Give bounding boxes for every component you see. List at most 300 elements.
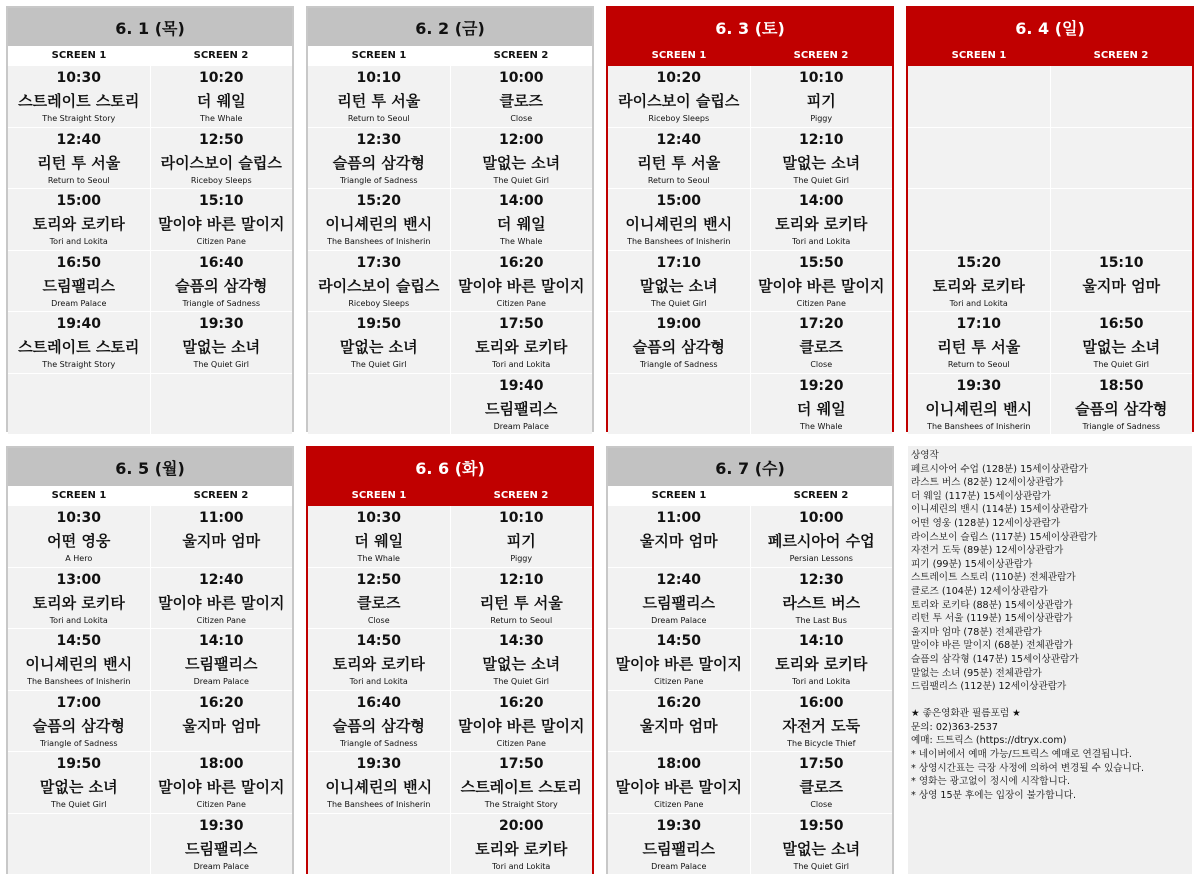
- movie-title-english: Dream Palace: [51, 298, 107, 308]
- showtime-slot: [908, 251, 1050, 313]
- info-line: ★ 좋은영화관 필름포럼 ★: [911, 708, 1021, 720]
- day-panel: [6, 446, 294, 874]
- showtime-slot: [451, 691, 593, 753]
- movie-title-english: [1051, 296, 1193, 298]
- info-line: 토리와 로키타 (88분) 15세이상관람가: [911, 599, 1073, 611]
- movie-title-english: The Quiet Girl: [50, 800, 107, 809]
- showtime-slot: [751, 374, 893, 436]
- movie-title-korean: 스트레이트 스토리: [18, 92, 140, 110]
- movie-title-korean: 클로즈: [799, 338, 843, 356]
- movie-title-korean: 라이스보이 슬립스: [618, 92, 740, 110]
- movie-title-korean: 드림팰리스: [42, 276, 115, 295]
- showtime-time: 12:10: [498, 571, 544, 588]
- showtime-slot: [451, 752, 593, 814]
- screen-header: [608, 46, 892, 66]
- screen-column: [308, 66, 451, 435]
- screen-column: [1051, 66, 1193, 435]
- movie-title-korean: 말이야 바른 말이지: [758, 276, 885, 295]
- movie-title-korean: 더 웨일: [496, 215, 546, 233]
- movie-title-english: Tori and Lokita: [949, 298, 1008, 308]
- showtime-slot: [751, 312, 893, 374]
- showtime-slot: [151, 128, 293, 190]
- movie-title-english: Close: [810, 800, 833, 809]
- showtime-slot: [151, 752, 293, 814]
- showtime-slot: [451, 128, 593, 190]
- day-panel: [6, 6, 294, 432]
- movie-title-korean: 슬픔의 삼각형: [632, 338, 725, 356]
- movie-title-korean: 울지마 엄마: [182, 532, 261, 550]
- movie-title-korean: 이니셰린의 밴시: [925, 399, 1033, 418]
- showtime-time: 14:50: [56, 633, 102, 649]
- showtime-slot: [451, 506, 593, 568]
- showtime-time: 15:20: [356, 193, 402, 209]
- movie-title-korean: 리턴 투 서울: [937, 338, 1021, 356]
- movie-title-english: The Last Bus: [795, 615, 847, 625]
- showtime-time: 15:10: [1098, 254, 1144, 271]
- showtime-slot: [608, 506, 750, 568]
- showtime-slot: [1051, 189, 1193, 251]
- movie-title-korean: 리턴 투 서울: [479, 593, 563, 612]
- showtime-time: 17:00: [56, 694, 102, 711]
- showtime-time: 17:10: [956, 316, 1002, 332]
- movie-title-korean: 페르시아어 수업: [767, 532, 875, 550]
- movie-title-english: Tori and Lokita: [492, 360, 551, 369]
- movie-title-english: The Quiet Girl: [493, 175, 550, 185]
- movie-title-korean: 라스트 버스: [782, 593, 861, 612]
- day-panel: [606, 446, 894, 874]
- showtime-time: 15:00: [56, 193, 102, 209]
- movie-title-english: [608, 381, 750, 383]
- movie-title-korean: 말이야 바른 말이지: [158, 215, 285, 233]
- showtime-time: 12:40: [198, 571, 244, 588]
- movie-title-english: The Bicycle Thief: [787, 738, 856, 748]
- movie-title-korean: 리턴 투 서울: [637, 153, 721, 172]
- showtime-time: 16:50: [56, 254, 102, 271]
- movie-title-korean: 어떤 영웅: [47, 532, 111, 550]
- showtime-slot: [308, 568, 450, 630]
- info-line: 라스트 버스 (82분) 12세이상관람가: [911, 477, 1064, 489]
- day-panel: [906, 6, 1194, 432]
- screen-label: SCREEN 1: [951, 50, 1007, 61]
- showtime-time: 10:20: [198, 70, 244, 86]
- showtime-time: 10:10: [356, 70, 402, 86]
- movie-title-korean: 드림팰리스: [642, 593, 715, 612]
- screen-column: [151, 506, 293, 875]
- day-title: 6. 7 (수): [608, 448, 892, 486]
- movie-title-english: The Quiet Girl: [493, 677, 550, 686]
- movie-title-english: The Quiet Girl: [350, 360, 407, 369]
- showtime-time: 19:40: [56, 316, 102, 332]
- movie-title-english: Triangle of Sadness: [182, 298, 261, 308]
- showtime-time: 19:30: [198, 316, 244, 332]
- showtime-slot: [1051, 251, 1193, 313]
- showtime-time: 12:30: [798, 571, 844, 588]
- movie-title-korean: 토리와 로키타: [775, 215, 868, 233]
- showtime-slot: [8, 128, 150, 190]
- info-line: 자전거 도둑 (89분) 12세이상관람가: [911, 545, 1064, 557]
- showtime-time: 10:30: [56, 510, 102, 526]
- movie-title-english: Dream Palace: [493, 421, 549, 431]
- movie-title-english: Citizen Pane: [196, 615, 246, 625]
- movie-title-korean: 말없는 소녀: [39, 778, 118, 796]
- info-line: 슬픔의 삼각형 (147분) 15세이상관람가: [911, 653, 1079, 665]
- movie-title-korean: 말이야 바른 말이지: [615, 778, 742, 796]
- showtime-slot: [308, 752, 450, 814]
- showtime-time: 16:00: [798, 694, 844, 711]
- movie-title-korean: 스트레이트 스토리: [18, 338, 140, 356]
- movie-title-english: Triangle of Sadness: [339, 175, 418, 185]
- showtime-time: 19:30: [356, 756, 402, 772]
- movie-title-english: Dream Palace: [193, 677, 249, 686]
- movie-title-english: The Quiet Girl: [650, 298, 707, 308]
- showtime-slot: [151, 814, 293, 876]
- showtime-time: 12:40: [656, 571, 702, 588]
- day-title: 6. 5 (월): [8, 448, 292, 486]
- screen-label: SCREEN 2: [793, 50, 849, 61]
- showtime-slot: [908, 66, 1050, 128]
- movie-title-english: Triangle of Sadness: [639, 360, 718, 369]
- showtime-slot: [8, 312, 150, 374]
- screen-label: SCREEN 2: [493, 490, 549, 501]
- movie-title-english: The Banshees of Inisherin: [927, 421, 1031, 431]
- showtime-slot: [308, 251, 450, 313]
- movie-title-english: Return to Seoul: [347, 114, 410, 123]
- movie-title-korean: 슬픔의 삼각형: [32, 716, 125, 735]
- movie-title-english: Tori and Lokita: [49, 615, 108, 625]
- screen-header: [8, 486, 292, 506]
- screen-column: [451, 506, 593, 875]
- showtime-slot: [751, 128, 893, 190]
- showtime-time: 12:40: [656, 131, 702, 148]
- showtime-slot: [908, 374, 1050, 436]
- showtime-slot: [751, 568, 893, 630]
- showtime-time: 19:30: [656, 817, 702, 834]
- movie-title-korean: 말이야 바른 말이지: [158, 593, 285, 612]
- movie-title-english: Return to Seoul: [947, 360, 1010, 369]
- showtime-time: 19:50: [356, 316, 402, 332]
- movie-title-korean: 말없는 소녀: [182, 338, 261, 356]
- screen-label: SCREEN 2: [793, 490, 849, 501]
- movie-title-korean: 이니셰린의 밴시: [625, 215, 733, 233]
- showtime-time: 15:50: [798, 254, 844, 271]
- info-panel: [908, 446, 1192, 874]
- showtime-time: 14:50: [656, 633, 702, 649]
- movie-title-english: [151, 551, 293, 553]
- showtime-slot: [608, 629, 750, 691]
- movie-title-english: [608, 736, 750, 738]
- showtime-slot: [608, 251, 750, 313]
- movie-title-korean: 토리와 로키타: [932, 276, 1025, 295]
- showtime-slot: [1051, 312, 1193, 374]
- movie-title-korean: 클로즈: [499, 92, 543, 110]
- screen-header: [308, 486, 592, 506]
- movie-title-korean: 라이스보이 슬립스: [318, 276, 440, 295]
- info-line: 피기 (99분) 15세이상관람가: [911, 558, 1033, 570]
- showtime-time: 10:30: [356, 510, 402, 526]
- movie-title-english: Citizen Pane: [654, 800, 704, 809]
- showtime-slot: [151, 66, 293, 128]
- movie-title-english: The Banshees of Inisherin: [27, 677, 131, 686]
- movie-title-english: Dream Palace: [651, 861, 707, 871]
- showtime-slot: [751, 629, 893, 691]
- movie-title-english: The Straight Story: [42, 360, 116, 369]
- movie-title-english: [8, 821, 150, 823]
- info-line: 라이스보이 슬립스 (117분) 15세이상관람가: [911, 531, 1098, 543]
- movie-title-korean: 말이야 바른 말이지: [458, 276, 585, 295]
- movie-title-english: Citizen Pane: [796, 298, 846, 308]
- screen-label: SCREEN 2: [193, 50, 249, 61]
- showtime-time: 14:10: [798, 633, 844, 649]
- movie-title-english: Citizen Pane: [196, 237, 246, 246]
- info-line: 문의: 02)363-2537: [911, 721, 998, 733]
- movie-title-korean: 울지마 엄마: [639, 716, 718, 735]
- showtime-time: 10:20: [656, 70, 702, 86]
- movie-title-korean: 더 웨일: [796, 399, 846, 418]
- screen-header: [8, 46, 292, 66]
- screen-column: [451, 66, 593, 435]
- showtime-time: 10:30: [56, 70, 102, 86]
- movie-title-english: Close: [367, 615, 390, 625]
- showtime-time: 12:50: [356, 571, 402, 588]
- screen-column: [8, 66, 151, 435]
- movie-title-english: Riceboy Sleeps: [190, 175, 252, 185]
- showtime-slot: [1051, 374, 1193, 436]
- movie-title-korean: 말없는 소녀: [482, 655, 561, 673]
- showtime-slot: [8, 814, 150, 876]
- showtime-slot: [608, 128, 750, 190]
- movie-title-english: Return to Seoul: [490, 615, 553, 625]
- showtime-time: 12:50: [198, 131, 244, 148]
- info-line: [911, 694, 1189, 708]
- showtime-slot: [451, 814, 593, 876]
- showtime-time: 19:30: [956, 377, 1002, 394]
- movie-title-korean: 슬픔의 삼각형: [332, 153, 425, 172]
- showtime-time: 14:50: [356, 633, 402, 649]
- info-line: 울지마 엄마 (78분) 전체관람가: [911, 626, 1042, 638]
- showtime-slot: [451, 629, 593, 691]
- movie-title-english: The Whale: [357, 554, 400, 563]
- info-line: * 상영 15분 후에는 입장이 불가합니다.: [911, 789, 1077, 801]
- showtime-time: 20:00: [498, 817, 544, 834]
- movie-title-english: Citizen Pane: [654, 677, 704, 686]
- movie-title-english: The Straight Story: [42, 114, 116, 123]
- day-title: 6. 6 (화): [308, 448, 592, 486]
- movie-title-english: Piggy: [810, 114, 833, 123]
- movie-title-english: [908, 135, 1050, 137]
- showtime-slot: [308, 629, 450, 691]
- screen-header: [908, 46, 1192, 66]
- screen-label: SCREEN 1: [351, 490, 407, 501]
- showtime-time: 17:50: [498, 756, 544, 772]
- showtime-time: 16:20: [498, 254, 544, 271]
- movie-title-english: Triangle of Sadness: [39, 738, 118, 748]
- showtime-slot: [308, 691, 450, 753]
- day-title: 6. 2 (금): [308, 8, 592, 46]
- showtime-time: 19:40: [498, 377, 544, 394]
- showtime-slot: [8, 66, 150, 128]
- movie-title-english: The Quiet Girl: [1093, 360, 1150, 369]
- movie-title-english: Tori and Lokita: [792, 677, 851, 686]
- showtime-slot: [151, 312, 293, 374]
- showtime-time: 16:20: [198, 694, 244, 711]
- movie-title-english: The Quiet Girl: [793, 175, 850, 185]
- movie-title-korean: 리턴 투 서울: [337, 92, 421, 110]
- showtime-slot: [608, 374, 750, 436]
- showtime-time: 18:50: [1098, 377, 1144, 394]
- showtime-slot: [1051, 128, 1193, 190]
- showtime-time: 19:50: [56, 756, 102, 772]
- movie-title-english: Tori and Lokita: [492, 861, 551, 871]
- showtime-time: 16:50: [1098, 316, 1144, 332]
- showtime-slot: [8, 629, 150, 691]
- showtime-time: 13:00: [56, 571, 102, 588]
- screen-column: [8, 506, 151, 875]
- info-line: 예매: 드트릭스 (https://dtryx.com): [911, 735, 1067, 747]
- screen-label: SCREEN 1: [351, 50, 407, 61]
- info-line: 말없는 소녀 (95분) 전체관람가: [911, 667, 1042, 679]
- showtime-time: 10:10: [498, 510, 544, 526]
- showtime-slot: [151, 506, 293, 568]
- movie-title-korean: 울지마 엄마: [639, 532, 718, 550]
- showtime-time: 10:00: [798, 510, 844, 526]
- movie-title-english: [308, 381, 450, 383]
- movie-title-english: Triangle of Sadness: [1082, 421, 1161, 431]
- showtime-slot: [451, 66, 593, 128]
- showtime-slot: [608, 752, 750, 814]
- showtime-slot: [451, 568, 593, 630]
- movie-title-english: A Hero: [65, 554, 93, 563]
- showtime-slot: [8, 189, 150, 251]
- showtime-slot: [751, 251, 893, 313]
- movie-title-korean: 토리와 로키타: [775, 655, 868, 673]
- movie-title-english: [1051, 135, 1193, 137]
- movie-title-english: Dream Palace: [651, 615, 707, 625]
- movie-title-english: Citizen Pane: [496, 738, 546, 748]
- day-panel: [606, 6, 894, 432]
- movie-title-korean: 슬픔의 삼각형: [1075, 399, 1168, 418]
- day-title: 6. 4 (일): [908, 8, 1192, 46]
- screen-column: [608, 506, 751, 875]
- movie-title-english: Piggy: [510, 554, 533, 563]
- showtime-slot: [151, 189, 293, 251]
- movie-title-english: The Whale: [500, 237, 543, 246]
- info-line: 더 웨일 (117분) 15세이상관람가: [911, 490, 1051, 502]
- movie-title-korean: 말없는 소녀: [1082, 338, 1161, 356]
- showtime-slot: [608, 189, 750, 251]
- showtime-time: 16:40: [356, 694, 402, 711]
- movie-title-korean: 스트레이트 스토리: [460, 778, 582, 796]
- movie-title-english: [151, 736, 293, 738]
- movie-title-english: [908, 73, 1050, 75]
- movie-title-english: Tori and Lokita: [792, 237, 851, 246]
- movie-title-english: The Whale: [800, 421, 843, 431]
- showtime-slot: [8, 251, 150, 313]
- movie-title-english: Close: [810, 360, 833, 369]
- showtime-slot: [8, 506, 150, 568]
- movie-title-korean: 더 웨일: [196, 92, 246, 110]
- screen-column: [751, 66, 893, 435]
- showtime-time: 18:00: [656, 756, 702, 772]
- showtime-time: 10:10: [798, 70, 844, 86]
- showtime-slot: [451, 374, 593, 436]
- movie-title-korean: 이니셰린의 밴시: [325, 778, 433, 796]
- showtime-slot: [308, 312, 450, 374]
- movie-title-english: Dream Palace: [193, 861, 249, 871]
- showtime-slot: [8, 691, 150, 753]
- info-line: 스트레이트 스토리 (110분) 전체관람가: [911, 572, 1076, 584]
- showtime-slot: [151, 251, 293, 313]
- movie-title-korean: 토리와 로키타: [332, 655, 425, 673]
- movie-title-english: Return to Seoul: [47, 175, 110, 185]
- movie-title-korean: 클로즈: [357, 593, 401, 612]
- movie-title-english: The Banshees of Inisherin: [627, 237, 731, 246]
- info-line: * 네이버에서 예매 가능/드트릭스 예매로 연결됩니다.: [911, 749, 1132, 761]
- movie-title-english: Citizen Pane: [196, 800, 246, 809]
- movie-title-english: Tori and Lokita: [349, 677, 408, 686]
- showtime-slot: [751, 691, 893, 753]
- movie-title-english: The Whale: [200, 114, 243, 123]
- day-title: 6. 1 (목): [8, 8, 292, 46]
- movie-title-korean: 드림팰리스: [642, 839, 715, 858]
- info-line: 말이야 바른 말이지 (68분) 전체관람가: [911, 640, 1073, 652]
- movie-title-english: The Straight Story: [484, 800, 558, 809]
- screen-column: [151, 66, 293, 435]
- screen-header: [608, 486, 892, 506]
- showtime-slot: [608, 568, 750, 630]
- movie-title-english: [8, 381, 150, 383]
- showtime-time: 17:20: [798, 316, 844, 332]
- movie-title-english: The Quiet Girl: [793, 861, 850, 871]
- movie-title-english: [308, 821, 450, 823]
- info-line: 어떤 영웅 (128분) 12세이상관람가: [911, 517, 1061, 529]
- showtime-time: 17:50: [798, 756, 844, 772]
- movie-title-korean: 슬픔의 삼각형: [332, 716, 425, 735]
- showtime-time: 10:00: [498, 70, 544, 86]
- info-line: 클로즈 (104분) 12세이상관람가: [911, 585, 1048, 597]
- movie-title-english: Tori and Lokita: [49, 237, 108, 246]
- showtime-time: 17:50: [498, 316, 544, 332]
- showtime-slot: [151, 568, 293, 630]
- movie-title-korean: 토리와 로키타: [32, 593, 125, 612]
- showtime-time: 16:20: [656, 694, 702, 711]
- info-line: 상영작: [911, 450, 939, 461]
- showtime-time: 11:00: [198, 510, 244, 526]
- showtime-slot: [8, 374, 150, 436]
- movie-title-korean: 라이스보이 슬립스: [160, 153, 282, 172]
- screen-label: SCREEN 1: [51, 50, 107, 61]
- movie-title-english: [151, 381, 293, 383]
- movie-title-korean: 말이야 바른 말이지: [458, 716, 585, 735]
- movie-title-korean: 피기: [506, 532, 536, 550]
- info-line: 페르시아어 수업 (128분) 15세이상관람가: [911, 463, 1088, 475]
- movie-title-english: [608, 551, 750, 553]
- showtime-time: 18:00: [198, 756, 244, 772]
- showtime-slot: [308, 374, 450, 436]
- showtime-slot: [451, 189, 593, 251]
- showtime-time: 19:00: [656, 316, 702, 332]
- movie-title-korean: 말이야 바른 말이지: [158, 778, 285, 796]
- showtime-time: 17:30: [356, 254, 402, 271]
- showtime-time: 17:10: [656, 254, 702, 271]
- movie-title-english: [1051, 73, 1193, 75]
- movie-title-english: Riceboy Sleeps: [648, 114, 710, 123]
- screen-column: [751, 506, 893, 875]
- showtime-time: 16:40: [198, 254, 244, 271]
- showtime-time: 16:20: [498, 694, 544, 711]
- showtime-slot: [751, 66, 893, 128]
- movie-title-english: [908, 196, 1050, 198]
- showtime-slot: [608, 691, 750, 753]
